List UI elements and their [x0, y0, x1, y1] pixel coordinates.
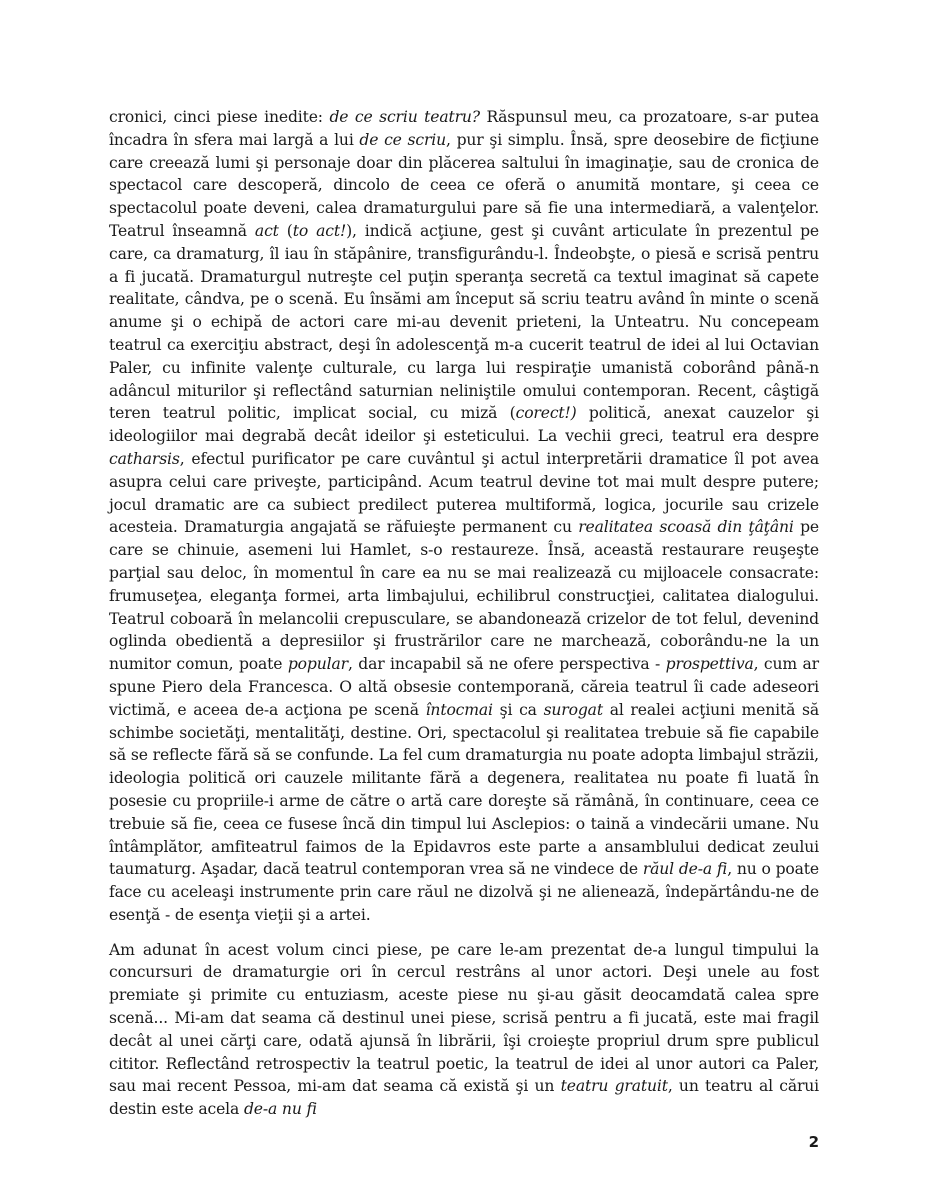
italic-emphasis: to act! — [292, 221, 347, 240]
text-run: , cum ar spune Piero dela Francesca. O altă obsesie contemporană, căreia teatrul îi cade adeseori victimă, e aceea de-a acţiona pe scenă — [109, 655, 819, 719]
page-body — [109, 106, 819, 1121]
page-number: 2 — [808, 1133, 819, 1151]
text-run: , efectul purificator pe care cuvântul şi actul interpretării dramatice îl pot avea asupra celui care priveşte, participând. Acum teatrul devine tot mai mult despre putere; jocul dramatic are ca subiect predilect puterea multiformă, logica, jocurile sau crizele acesteia. Dramaturgia angajată se răfuieşte permanent cu — [109, 449, 819, 537]
text-run: politică, anexat cauzelor şi ideologiilor mai degrabă decât ideilor şi esteticului. La vechii greci, teatrul era despre — [109, 404, 820, 446]
italic-emphasis: realitatea scoasă din ţâţâni — [578, 518, 794, 537]
italic-emphasis: de ce scriu teatru? — [329, 108, 480, 126]
text-run: pe care se chinuie, asemeni lui Hamlet, s-o restaureze. Însă, această restaurare reuşeşte parţial sau deloc, în momentul în care ea nu se mai realizează cu mijloacele consacrate: frumuseţea, eleganţa formei, arta limbajului, echilibrul construcţiei, calitatea dialogului. Teatrul coboară în melancolii crepusculare, se abandonează crizelor de tot felul, devenind oglinda obedientă a depresiilor şi frustrărilor care ne marchează, coborându-ne la un numitor comun, poate — [109, 518, 819, 674]
text-run: ), indică acţiune, gest şi cuvânt articulate în prezentul pe care, ca dramaturg, îl iau în stăpânire, transfigurându-l. Îndeobşte, o piesă e scrisă pentru a fi jucată. Dramaturgul nutreşte cel puţin speranţa secretă ca textul imaginat să capete realitate, cândva, pe o scenă. Eu însămi am început să scriu teatru având în minte o scenă anume şi o echipă de actori care mi-au devenit prieteni, la Unteatru. Nu concepeam teatrul ca exerciţiu abstract, deşi în adolescenţă m-a cucerit teatrul de idei al lui Octavian Paler, cu infinite valenţe culturale, cu larga lui respiraţie umanistă coborând până-n adâncul miturilor şi reflectând saturnian neliniştile omului contemporan. Recent, câştigă teren teatrul politic, implicat social, cu miză ( — [109, 221, 820, 423]
text-run: şi ca — [492, 700, 544, 719]
body-paragraph-2 — [109, 939, 819, 1121]
text-run: cronici, cinci piese inedite: — [109, 108, 330, 126]
text-run: , nu o poate face cu aceleaşi instrumente prin care răul ne dizolvă şi ne alienează, îndepărtându-ne de esenţă - de esenţa vieţii şi a artei. — [109, 860, 819, 924]
text-run: Am adunat în acest volum cinci piese, pe care le-am prezentat de-a lungul timpului la concursuri de dramaturgie ori în cercul restrâns al unor actori. Deşi unele au fost premiate şi primite cu entuziasm, aceste piese nu şi-au găsit deocamdată calea spre scenă... Mi-am dat seama că destinul unei piese, scrisă pentru a fi jucată, este mai fragil decât al unei cărţi care, odată ajunsă în librării, îşi croieşte propriul drum spre publicul cititor. Reflectând retrospectiv la teatrul poetic, la teatrul de idei al unor autori ca Paler, sau mai recent Pessoa, mi-am dat seama că există şi un — [109, 940, 819, 1096]
italic-emphasis: corect!) — [515, 404, 577, 423]
italic-emphasis: întocmai — [425, 700, 493, 719]
italic-emphasis: act — [254, 221, 279, 240]
text-run: , dar incapabil să ne ofere perspectiva - — [347, 655, 666, 674]
italic-emphasis: teatru gratuit — [560, 1077, 668, 1096]
italic-emphasis: surogat — [543, 700, 603, 719]
italic-emphasis: popular — [287, 655, 348, 674]
text-run: ( — [278, 221, 293, 240]
body-paragraph-1 — [109, 106, 819, 927]
italic-emphasis: prospettiva — [665, 655, 754, 674]
text-run: , un teatru al cărui destin este acela — [109, 1077, 819, 1119]
italic-emphasis: de-a nu fi — [243, 1100, 317, 1119]
italic-emphasis: de ce scriu — [359, 130, 446, 149]
italic-emphasis: catharsis — [109, 449, 180, 468]
text-run: al realei acţiuni menită să schimbe societăţi, mentalităţi, destine. Ori, spectacolul şi realitatea trebuie să fie capabile să se reflecte fără să se confunde. La fel cum dramaturgia nu poate adopta limbajul străzii, ideologia politică ori cauzele militante fără a degenera, realitatea nu poate fi luată în posesie cu propriile-i arme de către o artă care doreşte să rămână, în continuare, ceea ce trebuie să fie, ceea ce fusese încă din timpul lui Asclepios: o taină a vindecării umane. Nu întâmplător, amfiteatrul faimos de la Epidavros este parte a ansamblului dedicat zeului taumaturg. Aşadar, dacă teatrul contemporan vrea să ne vindece de — [109, 700, 819, 879]
text-run: Răspunsul meu, ca prozatoare, s-ar putea încadra în sfera mai largă a lui — [109, 108, 819, 149]
italic-emphasis: răul de-a fi — [642, 860, 728, 879]
text-run: , pur şi simplu. Însă, spre deosebire de ficţiune care creează lumi şi personaje doar din plăcerea saltului în imaginaţie, sau de cronica de spectacol care descoperă, dincolo de ceea ce oferă o anumită montare, şi ceea ce spectacolul poate deveni, calea dramaturgului pare să fie una intermediară, a valenţelor. Teatrul înseamnă — [109, 130, 819, 240]
